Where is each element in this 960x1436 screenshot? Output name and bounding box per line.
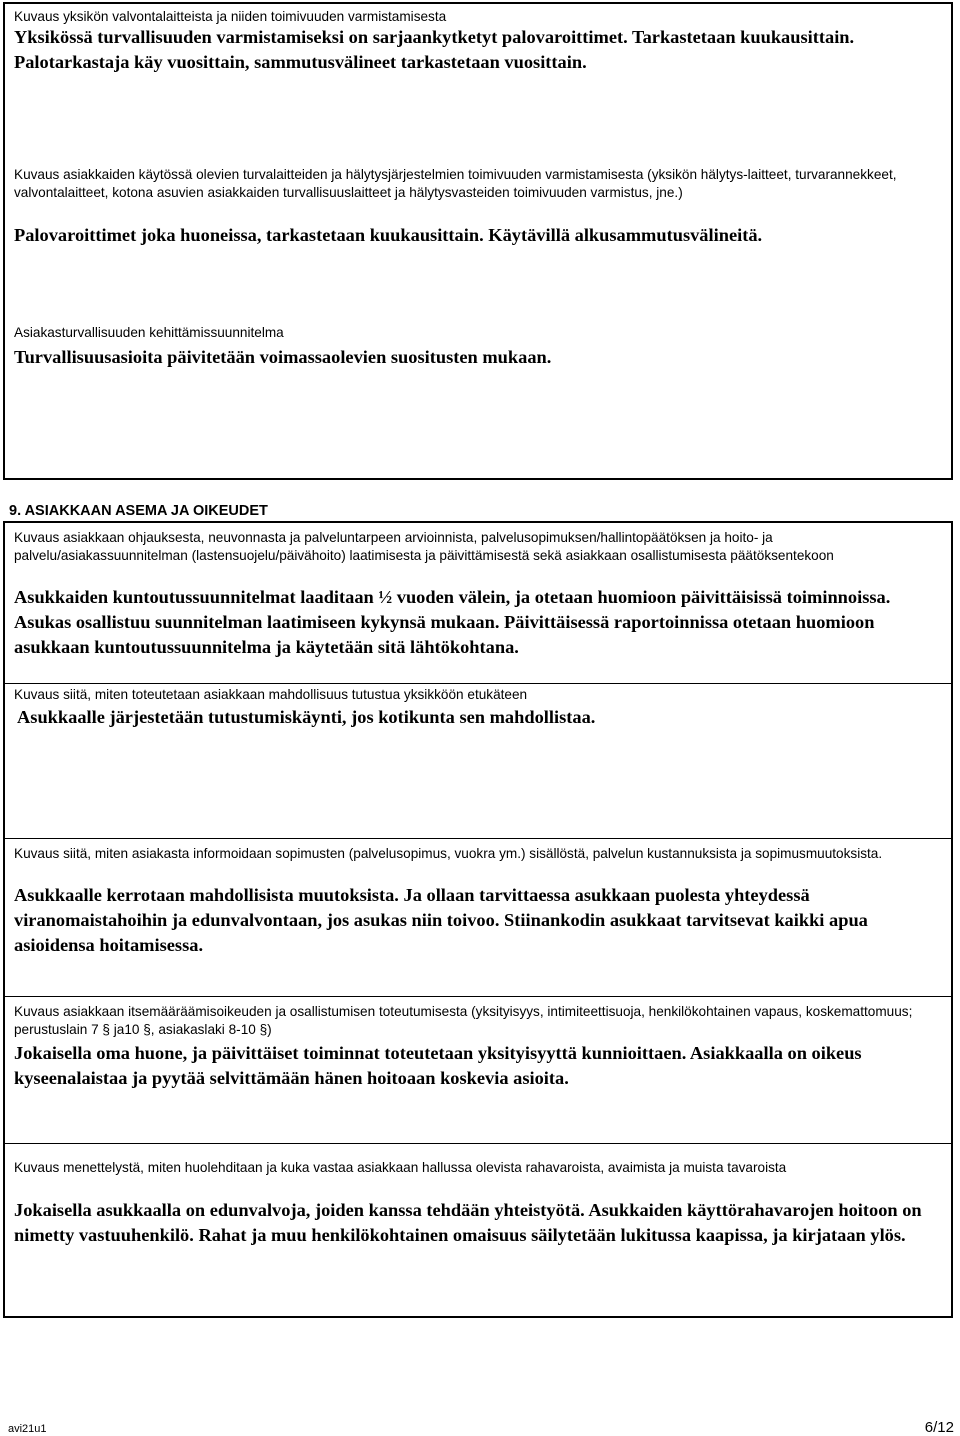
contracts-label: Kuvaus siitä, miten asiakasta informoidaan sopimusten (palvelusopimus, vuokra ym.) sisällöstä, palvelun kustannuksista ja sopimusmuutoksista. (14, 846, 883, 861)
contracts-text: Asukkaalle kerrotaan mahdollisista muutoksista. Ja ollaan tarvittaessa asukkaan puolesta yhteydessä viranomaistahoihin ja edunvalvontaan, jos asukas niin toivoo. Stiinankodin asukkaat tarvitsevat kaikki apua asioidensa hoitamisessa. (14, 885, 868, 955)
visit-label: Kuvaus siitä, miten toteutetaan asiakkaan mahdollisuus tutustua yksikköön etukäteen (14, 687, 528, 702)
document-code: avi21u1 (8, 1423, 47, 1435)
self-determination-text: Jokaisella oma huone, ja päivittäiset toiminnat toteutetaan yksityisyyttä kunnioittaen. Asiakkaalla on oikeus kyseenalaistaa ja pyytää selvittämään hänen hoitoaan koskevia asioita. (14, 1043, 862, 1088)
safety-devices-box (3, 2, 953, 480)
guidance-text: Asukkaiden kuntoutussuunnitelmat laaditaan ½ vuoden välein, ja otetaan huomioon päivittäisissä toiminnoissa. Asukas osallistuu suunnitelman laatimiseen kykynsä mukaan. Päivittäisessä raportoinnissa otetaan huomioon asukkaan kuntoutussuunnitelma ja käytetään sitä lähtökohtana. (14, 587, 891, 657)
monitoring-devices-text: Yksikössä turvallisuuden varmistamiseksi on sarjaankytketyt palovaroittimet. Tarkastetaan kuukausittain. Palotarkastaja käy vuosittain, sammutusvälineet tarkastetaan vuosittain. (14, 27, 855, 72)
client-rights-box (3, 521, 953, 1318)
guidance-label: Kuvaus asiakkaan ohjauksesta, neuvonnasta ja palveluntarpeen arvioinnista, palvelusopimuksen/hallintopäätöksen ja hoito- ja palvelu/asiakassuunnitelman (lastensuojelu/päivähoito) laatimisesta ja päivittämisestä sekä asiakkaan osallistumisesta päätöksentekoon (14, 530, 834, 563)
divider (5, 1143, 951, 1144)
monitoring-devices-label: Kuvaus yksikön valvontalaitteista ja niiden toimivuuden varmistamisesta (14, 9, 447, 24)
page-number: 6/12 (924, 1419, 954, 1436)
self-determination-label: Kuvaus asiakkaan itsemääräämisoikeuden ja osallistumisen toteutumisesta (yksityisyys, intimiteettisuoja, henkilökohtainen vapaus, koskemattomuus; perustuslain 7 § ja10 §, asiakaslaki 8-10 §) (14, 1004, 913, 1037)
alarm-systems-text: Palovaroittimet joka huoneissa, tarkastetaan kuukausittain. Käytävillä alkusammutusvälineitä. (14, 225, 763, 245)
divider (5, 838, 951, 839)
section-heading: 9. ASIAKKAAN ASEMA JA OIKEUDET (9, 503, 268, 519)
assets-text: Jokaisella asukkaalla on edunvalvoja, joiden kanssa tehdään yhteistyötä. Asukkaiden käyttörahavarojen hoitoon on nimetty vastuuhenkilö. Rahat ja muu henkilökohtainen omaisuus säilytetään lukitussa kaapissa, ja kirjataan ylös. (14, 1200, 922, 1245)
safety-plan-text: Turvallisuusasioita päivitetään voimassaolevien suositusten mukaan. (14, 347, 552, 367)
visit-text: Asukkaalle järjestetään tutustumiskäynti, jos kotikunta sen mahdollistaa. (17, 707, 596, 727)
divider (5, 996, 951, 997)
assets-label: Kuvaus menettelystä, miten huolehditaan ja kuka vastaa asiakkaan hallussa olevista rahavaroista, avaimista ja muista tavaroista (14, 1160, 787, 1175)
safety-plan-label: Asiakasturvallisuuden kehittämissuunnitelma (14, 325, 284, 340)
alarm-systems-label: Kuvaus asiakkaiden käytössä olevien turvalaitteiden ja hälytysjärjestelmien toimivuuden varmistamisesta (yksikön hälytys-laitteet, turvarannekkeet, valvontalaitteet, kotona asuvien asiakkaiden turvallisuuslaitteet ja hälytysvasteiden toimivuuden varmistus, jne.) (14, 167, 897, 200)
divider (5, 683, 951, 684)
